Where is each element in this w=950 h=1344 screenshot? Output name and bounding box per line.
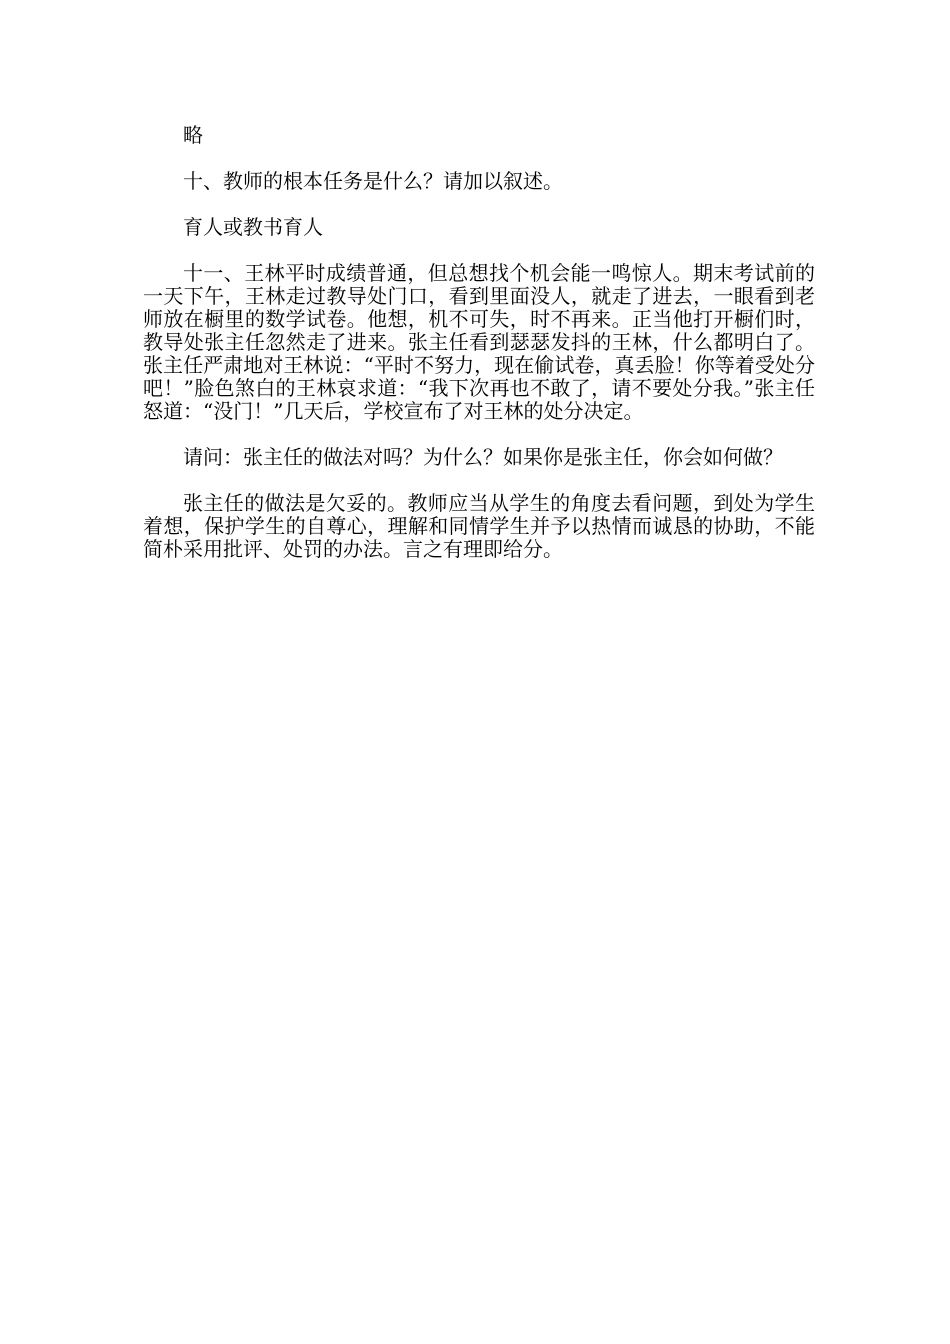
question-eleven-prompt: 请问：张主任的做法对吗？为什么？如果你是张主任，你会如何做？ [183, 445, 783, 469]
answer-ten: 育人或教书育人 [183, 215, 323, 239]
document-body [143, 124, 815, 584]
question-ten: 十、教师的根本任务是什么？请加以叙述。 [183, 169, 563, 193]
question-eleven-scenario: 十一、王林平时成绩普通，但总想找个机会能一鸣惊人。期末考试前的一天下午，王林走过教导处门口，看到里面没人，就走了进去，一眼看到老师放在橱里的数学试卷。他想，机不可失，时不再来。正当他打开橱们时，教导处张主任忽然走了进来。张主任看到瑟瑟发抖的王林，什么都明白了。张主任严肃地对王林说：“平时不努力，现在偷试卷，真丢脸！你等着受处分吧！”脸色煞白的王林哀求道：“我下次再也不敢了，请不要处分我。”张主任怒道：“没门！”几天后，学校宣布了对王林的处分决定。 [143, 261, 815, 423]
answer-omitted: 略 [183, 123, 203, 147]
answer-eleven: 张主任的做法是欠妥的。教师应当从学生的角度去看问题，到处为学生着想，保护学生的自尊心，理解和同情学生并予以热情而诚恳的协助，不能简朴采用批评、处罚的办法。言之有理即给分。 [143, 491, 815, 561]
